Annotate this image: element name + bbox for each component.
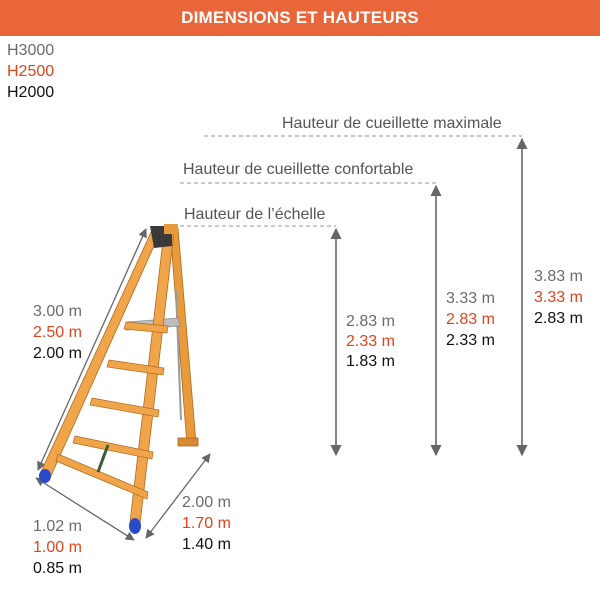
max-height-label: Hauteur de cueillette maximale: [282, 115, 502, 132]
legend-item-h2000: H2000: [7, 84, 55, 101]
ladder-height-h3000: 2.83 m: [346, 313, 395, 330]
base-width-h3000: 1.02 m: [33, 518, 82, 535]
ladder-length-h2000: 2.00 m: [33, 345, 82, 362]
ladder-height-h2500: 2.33 m: [346, 333, 395, 350]
ladder-height-h2000: 1.83 m: [346, 353, 395, 370]
legend-item-h3000: H3000: [7, 42, 55, 59]
max-height-h2500: 3.33 m: [534, 289, 583, 306]
ladder-top-cap: [164, 224, 178, 234]
ladder-rear-foot: [178, 438, 198, 446]
header-title: DIMENSIONS ET HAUTEURS: [181, 8, 419, 27]
legend-item-h2500: H2500: [7, 63, 55, 80]
leg-spread-h2500: 1.70 m: [182, 515, 231, 532]
max-height-h2000: 2.83 m: [534, 310, 583, 327]
comfortable-height-label: Hauteur de cueillette confortable: [183, 161, 414, 178]
comfortable-height-h2500: 2.83 m: [446, 311, 495, 328]
max-height-h3000: 3.83 m: [534, 268, 583, 285]
comfortable-height-h2000: 2.33 m: [446, 332, 495, 349]
leg-spread-h2000: 1.40 m: [182, 536, 231, 553]
ladder-left-foot: [39, 469, 51, 483]
ladder-height-label: Hauteur de l’échelle: [184, 206, 326, 223]
ladder-length-h2500: 2.50 m: [33, 324, 82, 341]
ladder-illustration: [39, 224, 198, 534]
ladder-length-h3000: 3.00 m: [33, 303, 82, 320]
base-width-h2000: 0.85 m: [33, 560, 82, 577]
base-width-h2500: 1.00 m: [33, 539, 82, 556]
leg-spread-h3000: 2.00 m: [182, 494, 231, 511]
ladder-right-foot: [129, 518, 141, 534]
comfortable-height-h3000: 3.33 m: [446, 290, 495, 307]
ladder-rear-leg: [170, 228, 196, 445]
